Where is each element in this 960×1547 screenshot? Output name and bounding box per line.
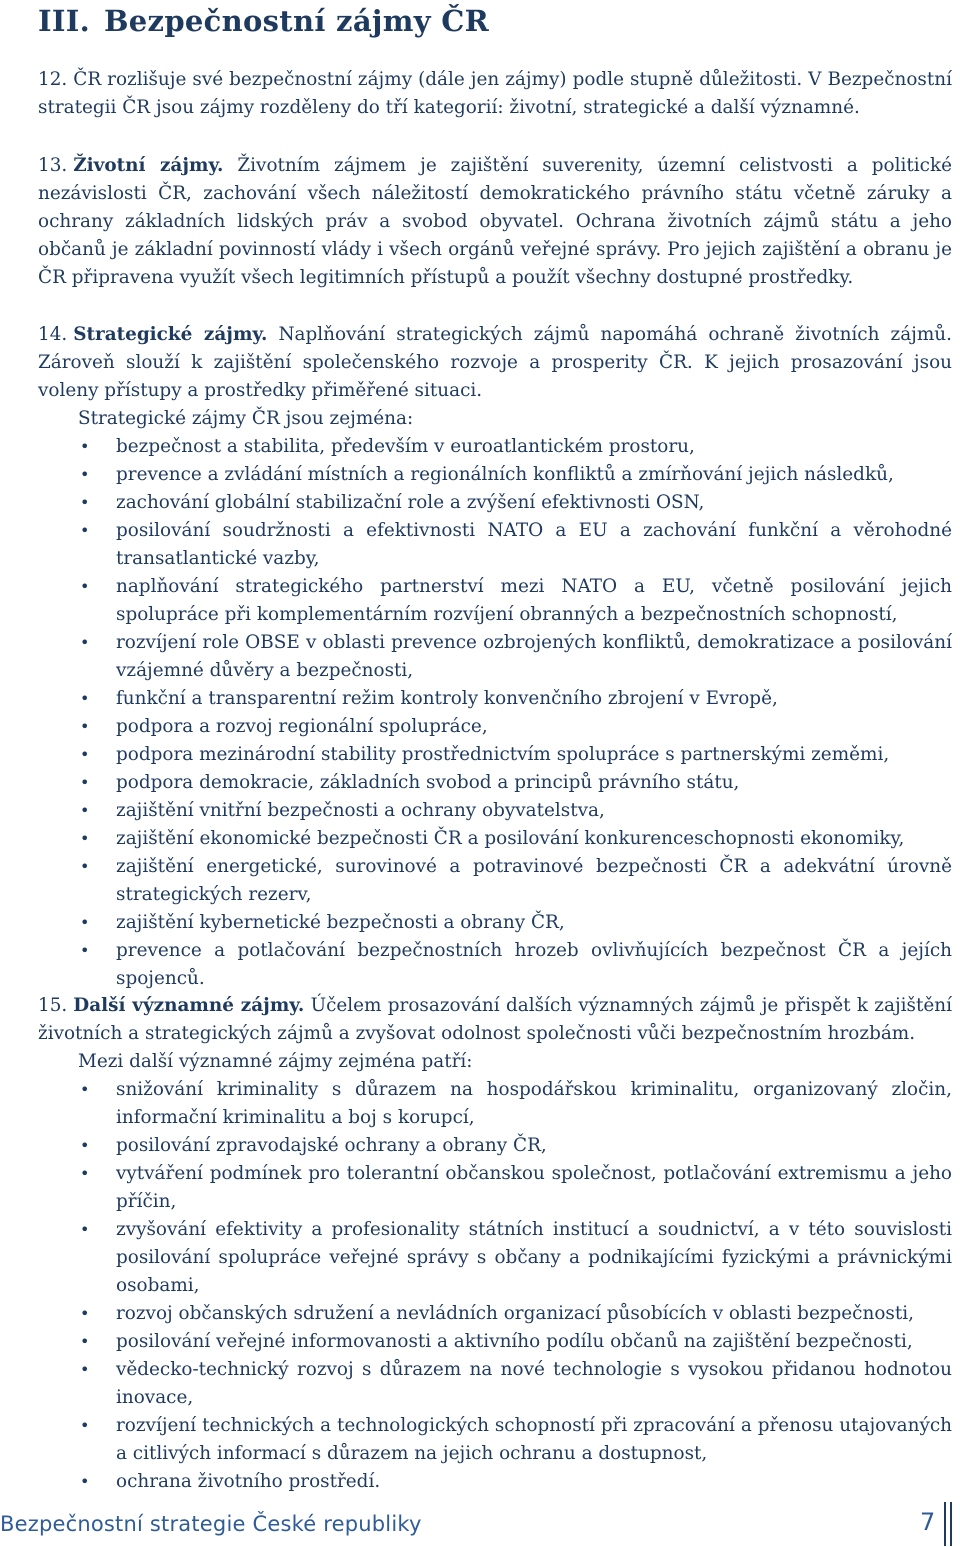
bullet-icon: • — [80, 493, 90, 512]
list-item-text: snižování kriminality s důrazem na hospodářskou kriminalitu, organizovaný zločin, informační kriminalitu a boj s korupcí, — [116, 1079, 952, 1128]
list-item-text: zvyšování efektivity a profesionality státních institucí a soudnictví, a v této souvislosti posilování spolupráce veřejné správy s občany a podnikajícími fyzickými a právnickými osobami, — [116, 1219, 952, 1296]
paragraph-15 — [38, 992, 952, 1048]
list-item — [38, 489, 952, 517]
list-item-text: zajištění ekonomické bezpečnosti ČR a posilování konkurenceschopnosti ekonomiky, — [116, 828, 905, 849]
paragraph-title: Životní zájmy. — [73, 155, 224, 176]
bullet-icon: • — [80, 829, 90, 848]
bullet-icon: • — [80, 633, 90, 652]
list-item-text: posilování veřejné informovanosti a aktivního podílu občanů na zajištění bezpečnosti, — [116, 1331, 913, 1352]
paragraph-number: 15. — [38, 995, 68, 1016]
list-item-text: posilování zpravodajské ochrany a obrany ČR, — [116, 1135, 547, 1156]
bullet-icon: • — [80, 689, 90, 708]
paragraph-text: Účelem prosazování dalších významných zájmů je přispět k zajištění životních a strategických zájmů a zvyšovat odolnost společnosti vůči bezpečnostním hrozbám. — [38, 995, 952, 1044]
list-item-text: rozvíjení technických a technologických schopností při zpracování a přenosu utajovaných a citlivých informací s důrazem na jejich ochranu a dostupnost, — [116, 1415, 952, 1464]
bullet-icon: • — [80, 717, 90, 736]
list-item — [38, 769, 952, 797]
paragraph-text: ČR rozlišuje své bezpečnostní zájmy (dále jen zájmy) podle stupně důležitosti. V Bezpečnostní strategii ČR jsou zájmy rozděleny do tří kategorií: životní, strategické a další významné. — [38, 69, 952, 118]
list-item-text: zajištění energetické, surovinové a potravinové bezpečnosti ČR a adekvátní úrovně strategických rezerv, — [116, 856, 952, 905]
paragraph-text: Životním zájmem je zajištění suverenity, územní celistvosti a politické nezávislosti ČR, zachování všech náležitostí demokratického právního státu včetně záruky a ochrany základních lidských práv a svobod obyvatel. Ochrana životních zájmů státu a jeho občanů je základní povinností vlády i všech orgánů veřejné správy. Pro jejich zajištění a obranu je ČR připravena využít všech legitimních přístupů a použít všechny dostupné prostředky. — [38, 155, 952, 288]
bullet-icon: • — [80, 1332, 90, 1351]
list-item-text: podpora mezinárodní stability prostřednictvím spolupráce s partnerskými zeměmi, — [116, 744, 890, 765]
list-item — [38, 629, 952, 685]
list-item-text: vytváření podmínek pro tolerantní občanskou společnost, potlačování extremismu a jeho příčin, — [116, 1163, 952, 1212]
strategic-interests-list — [38, 433, 952, 993]
paragraph-12 — [38, 66, 952, 122]
list-item-text: vědecko-technický rozvoj s důrazem na nové technologie s vysokou přidanou hodnotou inovace, — [116, 1359, 952, 1408]
paragraph-number: 12. — [38, 69, 68, 90]
section-title: Bezpečnostní zájmy ČR — [104, 4, 490, 38]
bullet-icon: • — [80, 801, 90, 820]
list-item — [38, 1468, 952, 1496]
list-item — [38, 573, 952, 629]
list-item — [38, 853, 952, 909]
paragraph-text: Naplňování strategických zájmů napomáhá ochraně životních zájmů. Zároveň slouží k zajištění společenského rozvoje a prosperity ČR. K jejich prosazování jsou voleny přístupy a prostředky přiměřené situaci. — [38, 324, 952, 401]
list-item — [38, 433, 952, 461]
bullet-icon: • — [80, 1472, 90, 1491]
list-item — [38, 1328, 952, 1356]
paragraph-13 — [38, 152, 952, 292]
list-item — [38, 797, 952, 825]
list-item-text: posilování soudržnosti a efektivnosti NATO a EU a zachování funkční a věrohodné transatlantické vazby, — [116, 520, 952, 569]
bullet-icon: • — [80, 1416, 90, 1435]
bullet-icon: • — [80, 1360, 90, 1379]
list-item-text: rozvíjení role OBSE v oblasti prevence ozbrojených konfliktů, demokratizace a posilování vzájemné důvěry a bezpečnosti, — [116, 632, 952, 681]
list-item — [38, 517, 952, 573]
bullet-icon: • — [80, 1304, 90, 1323]
paragraph-14 — [38, 321, 952, 405]
paragraph-number: 14. — [38, 324, 68, 345]
section-heading — [38, 4, 489, 38]
list-item-text: podpora demokracie, základních svobod a principů právního státu, — [116, 772, 740, 793]
list-item-text: rozvoj občanských sdružení a nevládních organizací působících v oblasti bezpečnosti, — [116, 1303, 914, 1324]
list-item — [38, 1412, 952, 1468]
list-item-text: podpora a rozvoj regionální spolupráce, — [116, 716, 488, 737]
list-item — [38, 1076, 952, 1132]
list-item-text: naplňování strategického partnerství mezi NATO a EU, včetně posilování jejich spolupráce při komplementárním rozvíjení obranných a bezpečnostních schopností, — [116, 576, 952, 625]
list-item — [38, 1216, 952, 1300]
list-item-text: bezpečnost a stabilita, především v euroatlantickém prostoru, — [116, 436, 695, 457]
list-item-text: zajištění vnitřní bezpečnosti a ochrany obyvatelstva, — [116, 800, 605, 821]
list-item — [38, 1300, 952, 1328]
list-item — [38, 937, 952, 993]
list-item-text: ochrana životního prostředí. — [116, 1471, 381, 1492]
list-item — [38, 1356, 952, 1412]
bullet-icon: • — [80, 1080, 90, 1099]
footer-document-title: Bezpečnostní strategie České republiky — [0, 1512, 422, 1536]
bullet-icon: • — [80, 465, 90, 484]
list-intro: Mezi další významné zájmy zejména patří: — [78, 1051, 473, 1072]
list-item-text: funkční a transparentní režim kontroly konvenčního zbrojení v Evropě, — [116, 688, 778, 709]
list-item — [38, 685, 952, 713]
bullet-icon: • — [80, 1164, 90, 1183]
bullet-icon: • — [80, 577, 90, 596]
bullet-icon: • — [80, 857, 90, 876]
bullet-icon: • — [80, 521, 90, 540]
bullet-icon: • — [80, 437, 90, 456]
paragraph-title: Strategické zájmy. — [73, 324, 268, 345]
bullet-icon: • — [80, 1220, 90, 1239]
bullet-icon: • — [80, 1136, 90, 1155]
bullet-icon: • — [80, 941, 90, 960]
page-number: 7 — [920, 1508, 936, 1536]
footer-divider — [950, 1502, 952, 1546]
list-intro: Strategické zájmy ČR jsou zejména: — [78, 408, 414, 429]
list-item-text: zajištění kybernetické bezpečnosti a obrany ČR, — [116, 912, 565, 933]
section-number: III. — [38, 4, 90, 38]
bullet-icon: • — [80, 913, 90, 932]
list-item-text: prevence a zvládání místních a regionálních konfliktů a zmírňování jejich následků, — [116, 464, 894, 485]
list-item — [38, 1132, 952, 1160]
list-item — [38, 909, 952, 937]
bullet-icon: • — [80, 773, 90, 792]
paragraph-number: 13. — [38, 155, 68, 176]
other-interests-list — [38, 1076, 952, 1496]
list-item-text: prevence a potlačování bezpečnostních hrozeb ovlivňujících bezpečnost ČR a jejích spojenců. — [116, 940, 952, 989]
list-item — [38, 461, 952, 489]
bullet-icon: • — [80, 745, 90, 764]
footer-divider — [944, 1502, 946, 1546]
paragraph-title: Další významné zájmy. — [73, 995, 305, 1016]
list-item-text: zachování globální stabilizační role a zvýšení efektivnosti OSN, — [116, 492, 705, 513]
list-item — [38, 825, 952, 853]
list-item — [38, 1160, 952, 1216]
list-item — [38, 713, 952, 741]
list-item — [38, 741, 952, 769]
